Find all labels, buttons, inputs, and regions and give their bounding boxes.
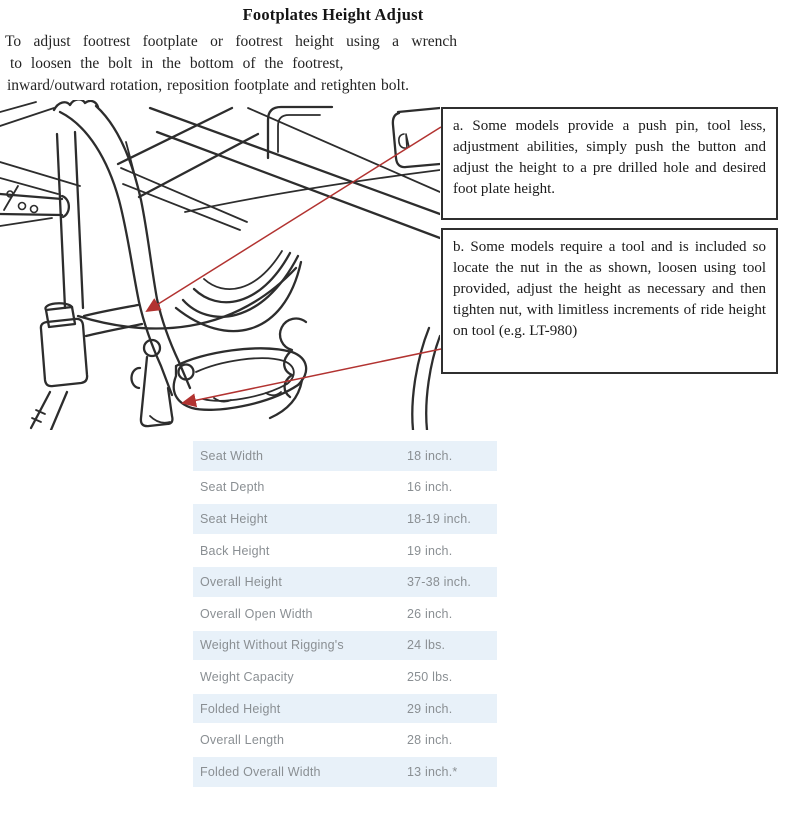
table-row: [193, 441, 497, 471]
spec-value: 13 inch.*: [407, 764, 458, 779]
spec-label: Seat Height: [200, 511, 268, 526]
spec-label: Overall Open Width: [200, 606, 313, 621]
table-row: [193, 631, 497, 661]
spec-value: 16 inch.: [407, 480, 453, 495]
spec-value: 19 inch.: [407, 543, 453, 558]
table-row: [193, 536, 497, 566]
spec-label: Weight Capacity: [200, 669, 294, 684]
page-title: Footplates Height Adjust: [242, 5, 424, 24]
spec-label: Overall Length: [200, 733, 285, 748]
spec-value: 18 inch.: [407, 448, 453, 463]
callout-box-a: a. Some models provide a push pin, tool less, adjustment abilities, simply push the button and adjust the height to a pre drilled hole and desired foot plate height.: [441, 107, 778, 220]
specifications-table: [193, 441, 497, 789]
table-row: [193, 757, 497, 787]
spec-value: 18-19 inch.: [407, 511, 472, 526]
spec-value: 24 lbs.: [407, 638, 446, 653]
spec-label: Overall Height: [200, 575, 282, 590]
spec-value: 28 inch.: [407, 733, 453, 748]
spec-value: 26 inch.: [407, 606, 453, 621]
table-row: [193, 662, 497, 692]
table-row: [193, 599, 497, 629]
intro-line-2: to loosen the bolt in the bottom of the footrest,: [10, 55, 344, 72]
spec-label: Seat Width: [200, 448, 264, 463]
table-row: [193, 504, 497, 534]
table-row: [193, 567, 497, 597]
spec-label: Weight Without Rigging's: [200, 638, 344, 653]
spec-value: 250 lbs.: [407, 669, 453, 684]
spec-label: Seat Depth: [200, 480, 265, 495]
table-row: [193, 725, 497, 755]
callout-box-b: b. Some models require a tool and is included so locate the nut in the as shown, loosen using tool provided, adjust the height as necessary and then tighten nut, with limitless increments of ride height on tool (e.g. LT-980): [441, 228, 778, 374]
spec-value: 37-38 inch.: [407, 575, 472, 590]
spec-label: Back Height: [200, 543, 270, 558]
intro-paragraph: [5, 31, 457, 97]
table-row: [193, 694, 497, 724]
spec-value: 29 inch.: [407, 701, 453, 716]
intro-line-3: inward/outward rotation, reposition footplate and retighten bolt.: [7, 77, 410, 94]
table-row: [193, 473, 497, 503]
spec-label: Folded Overall Width: [200, 764, 321, 779]
wheelchair-footrest-line-drawing: [0, 100, 440, 430]
spec-label: Folded Height: [200, 701, 281, 716]
intro-line-1: To adjust footrest footplate or footrest height using a wrench: [5, 33, 457, 50]
